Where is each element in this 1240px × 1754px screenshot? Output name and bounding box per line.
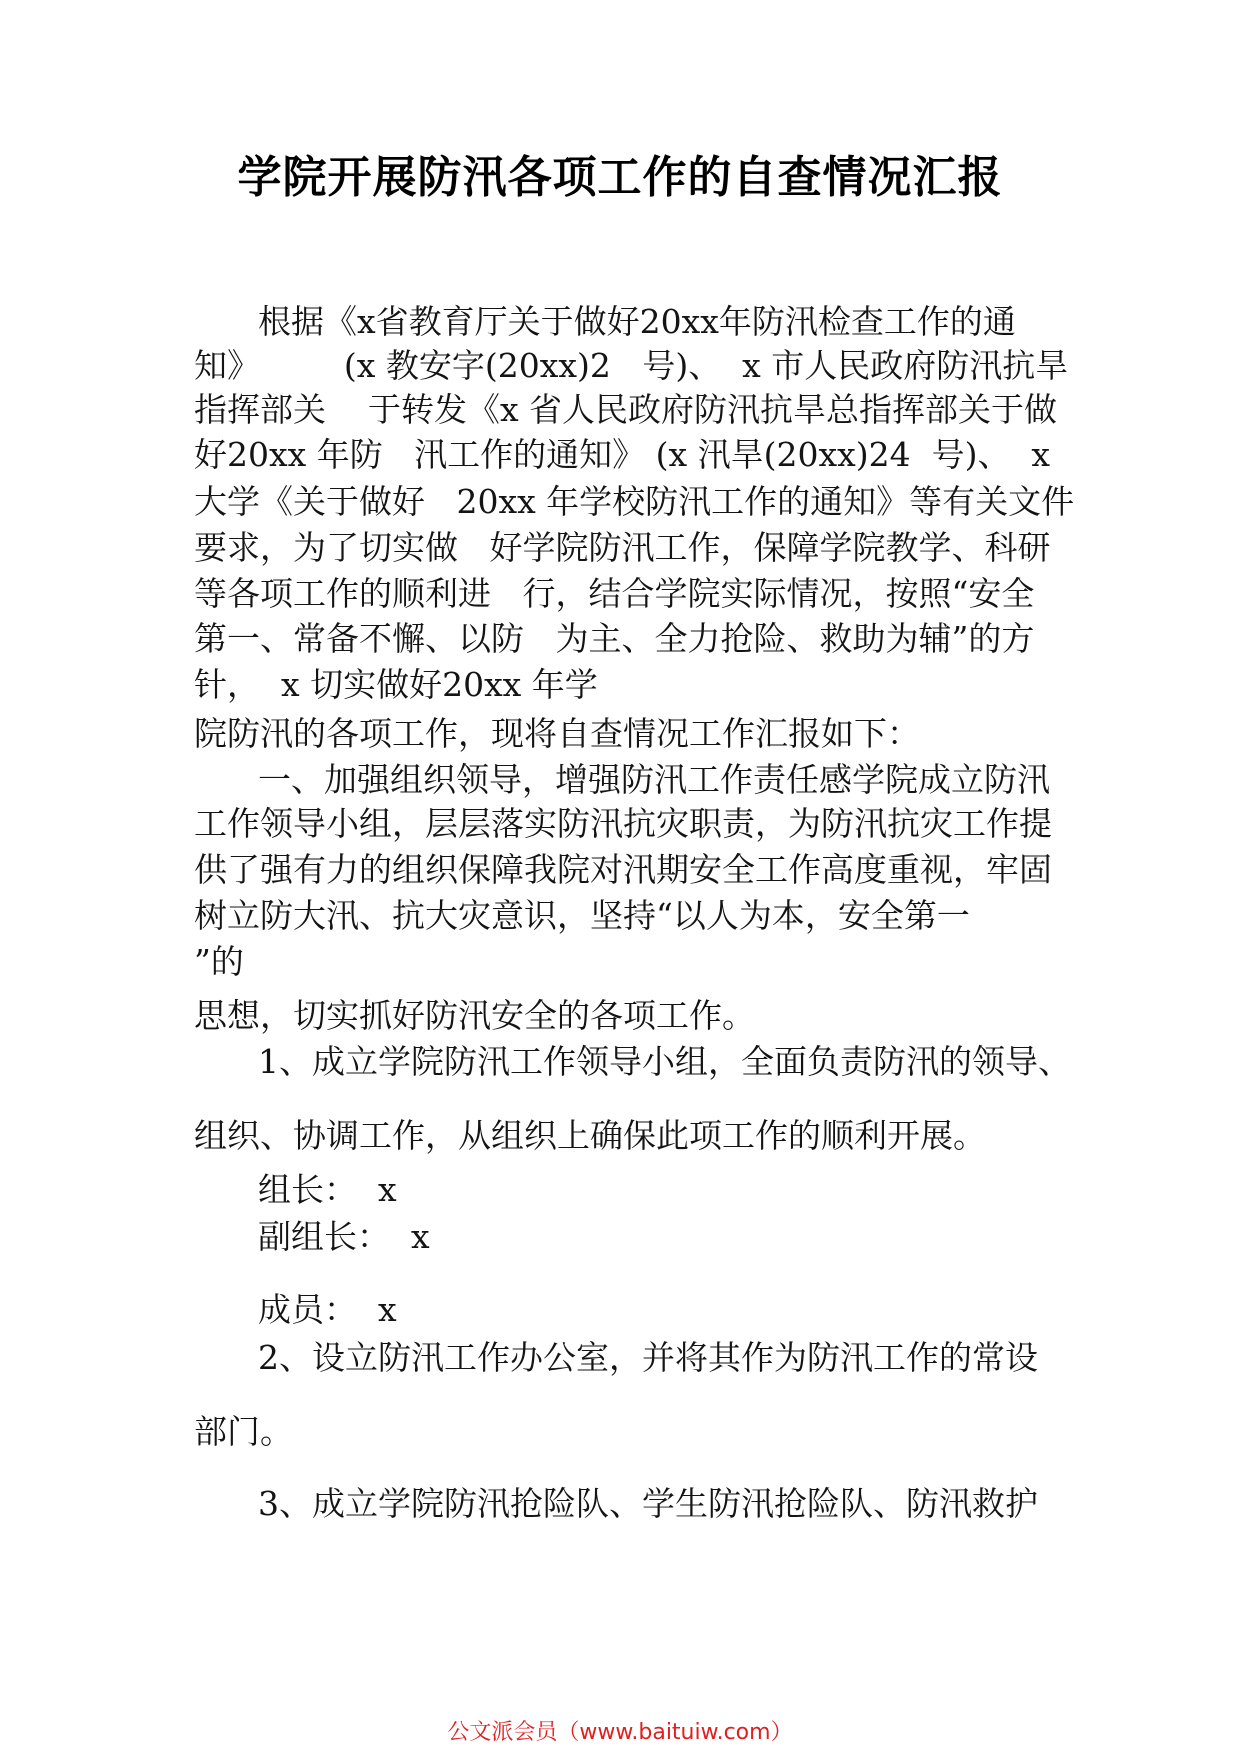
body-line: 大学《关于做好 20xx 年学校防汛工作的通知》等有关文件: [194, 482, 1075, 521]
document-title: 学院开展防汛各项工作的自查情况汇报: [237, 152, 1003, 203]
list-item: 2、设立防汛工作办公室，并将其作为防汛工作的常设: [258, 1338, 1038, 1377]
body-line: 工作领导小组，层层落实防汛抗灾职责，为防汛抗灾工作提: [194, 804, 1052, 843]
body-line: 针， x 切实做好20xx 年学: [194, 665, 598, 704]
list-item: 1、成立学院防汛工作领导小组，全面负责防汛的领导、: [258, 1042, 1071, 1081]
body-line: ”的: [194, 942, 244, 981]
body-line: 部门。: [194, 1412, 293, 1451]
body-line: 供了强有力的组织保障我院对汛期安全工作高度重视，牢固: [194, 850, 1052, 889]
footer-watermark: 公文派会员（www.baituiw.com）: [447, 1720, 793, 1745]
list-item: 3、成立学院防汛抢险队、学生防汛抢险队、防汛救护: [258, 1484, 1038, 1523]
body-line: 院防汛的各项工作，现将自查情况工作汇报如下：: [194, 714, 920, 753]
body-line: 好20xx 年防 汛工作的通知》 (x 汛旱(20xx)24 号)、 x: [194, 435, 1051, 474]
body-line: 树立防大汛、抗大灾意识，坚持“以人为本，安全第一: [194, 896, 970, 935]
body-line: 第一、常备不懈、以防 为主、全力抢险、救助为辅”的方: [194, 619, 1035, 658]
body-line: 要求，为了切实做 好学院防汛工作，保障学院教学、科研: [194, 528, 1051, 567]
body-line: 知》 (x 教安字(20xx)2 号)、 x 市人民政府防汛抗旱: [194, 346, 1069, 385]
member-line: 成员： x: [258, 1290, 397, 1329]
section-heading: 一、加强组织领导，增强防汛工作责任感学院成立防汛: [258, 760, 1050, 799]
body-line: 思想，切实抓好防汛安全的各项工作。: [194, 996, 755, 1035]
body-line: 组织、协调工作，从组织上确保此项工作的顺利开展。: [194, 1116, 986, 1155]
body-line: 根据《x省教育厅关于做好20xx年防汛检查工作的通: [258, 302, 1016, 341]
body-line: 等各项工作的顺利进 行，结合学院实际情况，按照“安全: [194, 574, 1035, 613]
body-line: 指挥部关 于转发《x 省人民政府防汛抗旱总指挥部关于做: [194, 390, 1058, 429]
member-line: 副组长： x: [258, 1217, 430, 1256]
member-line: 组长： x: [258, 1170, 397, 1209]
